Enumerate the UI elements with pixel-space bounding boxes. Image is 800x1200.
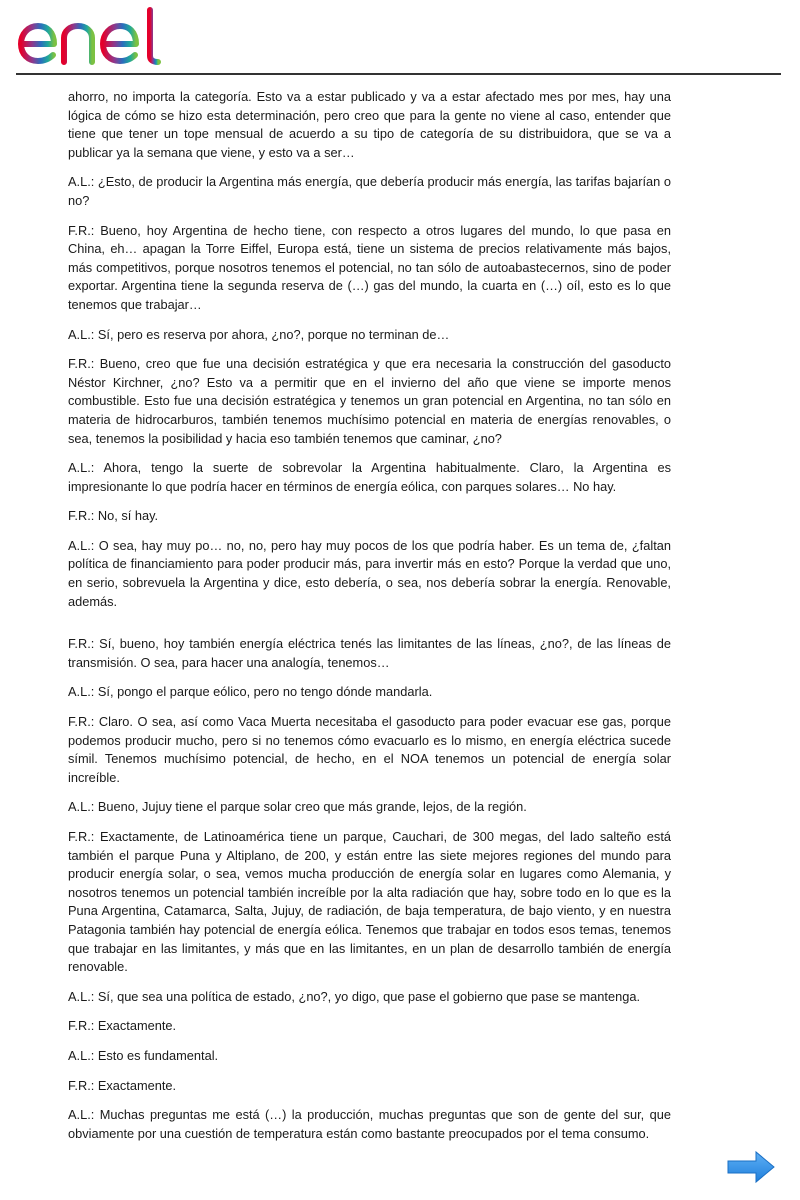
paragraph: F.R.: Exactamente. (68, 1018, 177, 1034)
paragraph: A.L.: Sí, que sea una política de estado, ¿no?, yo digo, que pase el gobierno que pase se mantenga. (68, 988, 640, 1004)
header-divider (16, 73, 781, 75)
paragraph: A.L.: Ahora, tengo la suerte de sobrevolar la Argentina habitualmente. Claro, la Argentina es impresionante lo que podría hacer en términos de energía eólica, con parques solares… No hay. (68, 460, 671, 494)
paragraph: A.L.: Muchas preguntas me está (…) la producción, muchas preguntas que son de gente del sur, que obviamente por una cuestión de temperatura están como bastante preocupados por el tema consumo. (68, 1107, 671, 1141)
next-page-arrow-icon[interactable] (726, 1150, 776, 1184)
paragraph: A.L.: Sí, pongo el parque eólico, pero no tengo dónde mandarla. (68, 684, 433, 700)
paragraph: F.R.: Exactamente, de Latinoamérica tiene un parque, Cauchari, de 300 megas, del lado salteño está también el parque Puna y Altiplano, de 200, y están entre las siete mejores regiones del mundo para producir energía solar, o sea, vemos mucha producción de energía solar en lugares como Alemania, y nosotros tenemos un potencial también increíble por la alta radiación que hay, sobre todo en lo que es la Puna Argentina, Catamarca, Salta, Jujuy, de radiación, de baja temperatura, de bajo viento, y en nuestra Patagonia también hay potencial de energía eólica. Tenemos que trabajar en todos esos temas, tenemos que trabajar en las limitantes, y más que en las limitantes, en un plan de desarrollo también de energía renovable. (68, 829, 671, 975)
paragraph: A.L.: Sí, pero es reserva por ahora, ¿no?, porque no terminan de… (68, 326, 450, 342)
transcript-body (68, 88, 671, 1154)
paragraph: ahorro, no importa la categoría. Esto va a estar publicado y va a estar afectado mes por mes, hay una lógica de cómo se hizo esta determinación, pero creo que para la gente no viene al caso, entender que tiene que tener un tope mensual de acuerdo a su tipo de categoría de su distribuidora, que se va a publicar ya la semana que viene, y esto va a ser… (68, 89, 671, 160)
paragraph: A.L.: ¿Esto, de producir la Argentina más energía, que debería producir más energía, las tarifas bajarían o no? (68, 174, 671, 208)
enel-logo (16, 6, 176, 66)
page-header (0, 0, 800, 76)
paragraph: F.R.: Bueno, creo que fue una decisión estratégica y que era necesaria la construcción del gasoducto Néstor Kirchner, ¿no? Esto va a permitir que en el invierno del año que viene se importe menos combustible. Esto fue una decisión estratégica y tenemos un gran potencial en Argentina, no tan sólo en materia de hidrocarburos, también tenemos muchísimo potencial en materia de energías renovables, o sea, tenemos la posibilidad y hacia eso también tenemos que caminar, ¿no? (68, 356, 671, 446)
paragraph: A.L.: Bueno, Jujuy tiene el parque solar creo que más grande, lejos, de la región. (68, 799, 527, 815)
paragraph: F.R.: Bueno, hoy Argentina de hecho tiene, con respecto a otros lugares del mundo, lo que pasa en China, eh… apagan la Torre Eiffel, Europa está, tiene un sistema de precios relativamente más bajos, más competitivos, porque nosotros tenemos el potencial, no tan sólo de autoabastecernos, sino de poder exportar. Argentina tiene la segunda reserva de (…) gas del mundo, la cuarta en (…) oíl, esto es lo que tenemos que trabajar… (68, 222, 671, 312)
paragraph: F.R.: Exactamente. (68, 1077, 177, 1093)
paragraph: A.L.: O sea, hay muy po… no, no, pero hay muy pocos de los que podría haber. Es un tema de, ¿faltan política de financiamiento para poder producir más, para invertir más en esto? Porque la verdad que uno, en serio, sobrevuela la Argentina y dice, esto debería, o sea, nos debería sobrar la energía. Renovable, además. (68, 537, 671, 609)
paragraph: F.R.: Claro. O sea, así como Vaca Muerta necesitaba el gasoducto para poder evacuar ese gas, porque podemos producir mucho, pero si no tenemos cómo evacuarlo es lo mismo, en energía eléctrica sucede símil. Tenemos muchísimo potencial, de hecho, en el NOA tenemos un potencial de energía solar increíble. (68, 714, 671, 785)
paragraph: F.R.: No, sí hay. (68, 508, 159, 524)
paragraph: F.R.: Sí, bueno, hoy también energía eléctrica tenés las limitantes de las líneas, ¿no?, de las líneas de transmisión. O sea, para hacer una analogía, tenemos… (68, 636, 671, 670)
paragraph: A.L.: Esto es fundamental. (68, 1047, 219, 1063)
